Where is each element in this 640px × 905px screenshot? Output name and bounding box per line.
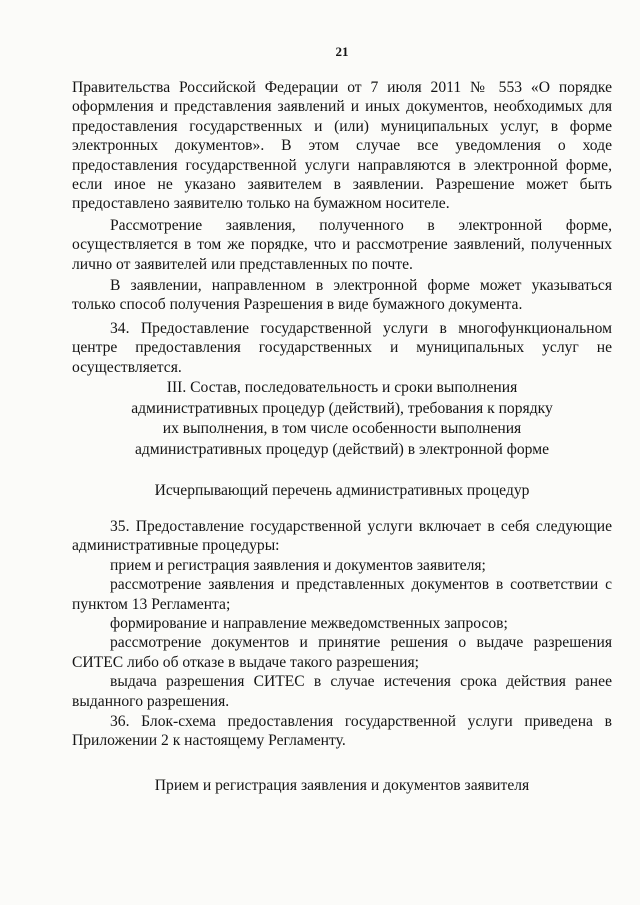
heading-line: административных процедур (действий) в электронной форме bbox=[134, 440, 550, 458]
list-item: рассмотрение документов и принятие решения о выдаче разрешения СИТЕС либо об отказе в выдаче такого разрешения; bbox=[72, 634, 612, 671]
procedures-list bbox=[72, 517, 612, 711]
paragraph-text: 34. Предоставление государственной услуги в многофункциональном центре предоставления государственных и муниципальных услуг не осуществляется. bbox=[72, 320, 612, 376]
subheading-procedures-list: Исчерпывающий перечень административных процедур bbox=[154, 482, 530, 499]
heading-line: III. Состав, последовательность и сроки выполнения bbox=[166, 379, 518, 396]
section-heading bbox=[72, 378, 612, 460]
paragraph-text: В заявлении, направленном в электронной форме может указываться только способ получения Разрешения в виде бумажного документа. bbox=[72, 277, 612, 314]
paragraph-text: Правительства Российской Федерации от 7 июля 2011 № 553 «О порядке оформления и представления заявлений и иных документов, необходимых для предоставления государственных и (или) муниципальных услуг, в форме электронных документов». В этом случае все уведомления о ходе предоставления государственной услуги направляются в электронной форме, если иное не указано заявителем в заявлении. Разрешение может быть предоставлено заявителю только на бумажном носителе. bbox=[72, 79, 612, 213]
paragraph-paper-document bbox=[72, 276, 612, 315]
list-item: прием и регистрация заявления и документов заявителя; bbox=[110, 556, 486, 574]
subheading-reception-registration: Прием и регистрация заявления и документов заявителя bbox=[154, 777, 530, 794]
list-item: выдача разрешения СИТЕС в случае истечения срока действия ранее выданного разрешения. bbox=[72, 673, 612, 710]
paragraph-text: Рассмотрение заявления, полученного в электронной форме, осуществляется в том же порядке, что и рассмотрение заявлений, полученных лично от заявителей или представленных по почте. bbox=[72, 217, 612, 273]
list-intro: 35. Предоставление государственной услуги включает в себя следующие административные процедуры: bbox=[72, 518, 612, 555]
paragraph-36 bbox=[72, 712, 612, 751]
paragraph-34 bbox=[72, 319, 612, 377]
list-item: рассмотрение заявления и представленных документов в соответствии с пунктом 13 Регламента; bbox=[72, 576, 612, 613]
page-number: 21 bbox=[335, 44, 349, 59]
paragraph-electronic-review bbox=[72, 216, 612, 274]
paragraph-text: 36. Блок-схема предоставления государственной услуги приведена в Приложении 2 к настоящему Регламенту. bbox=[72, 713, 612, 750]
paragraph-government-decree bbox=[72, 78, 612, 214]
heading-line: их выполнения, в том числе особенности выполнения bbox=[162, 420, 522, 437]
list-item: формирование и направление межведомственных запросов; bbox=[110, 615, 508, 633]
heading-line: административных процедур (действий), требования к порядку bbox=[131, 399, 553, 417]
